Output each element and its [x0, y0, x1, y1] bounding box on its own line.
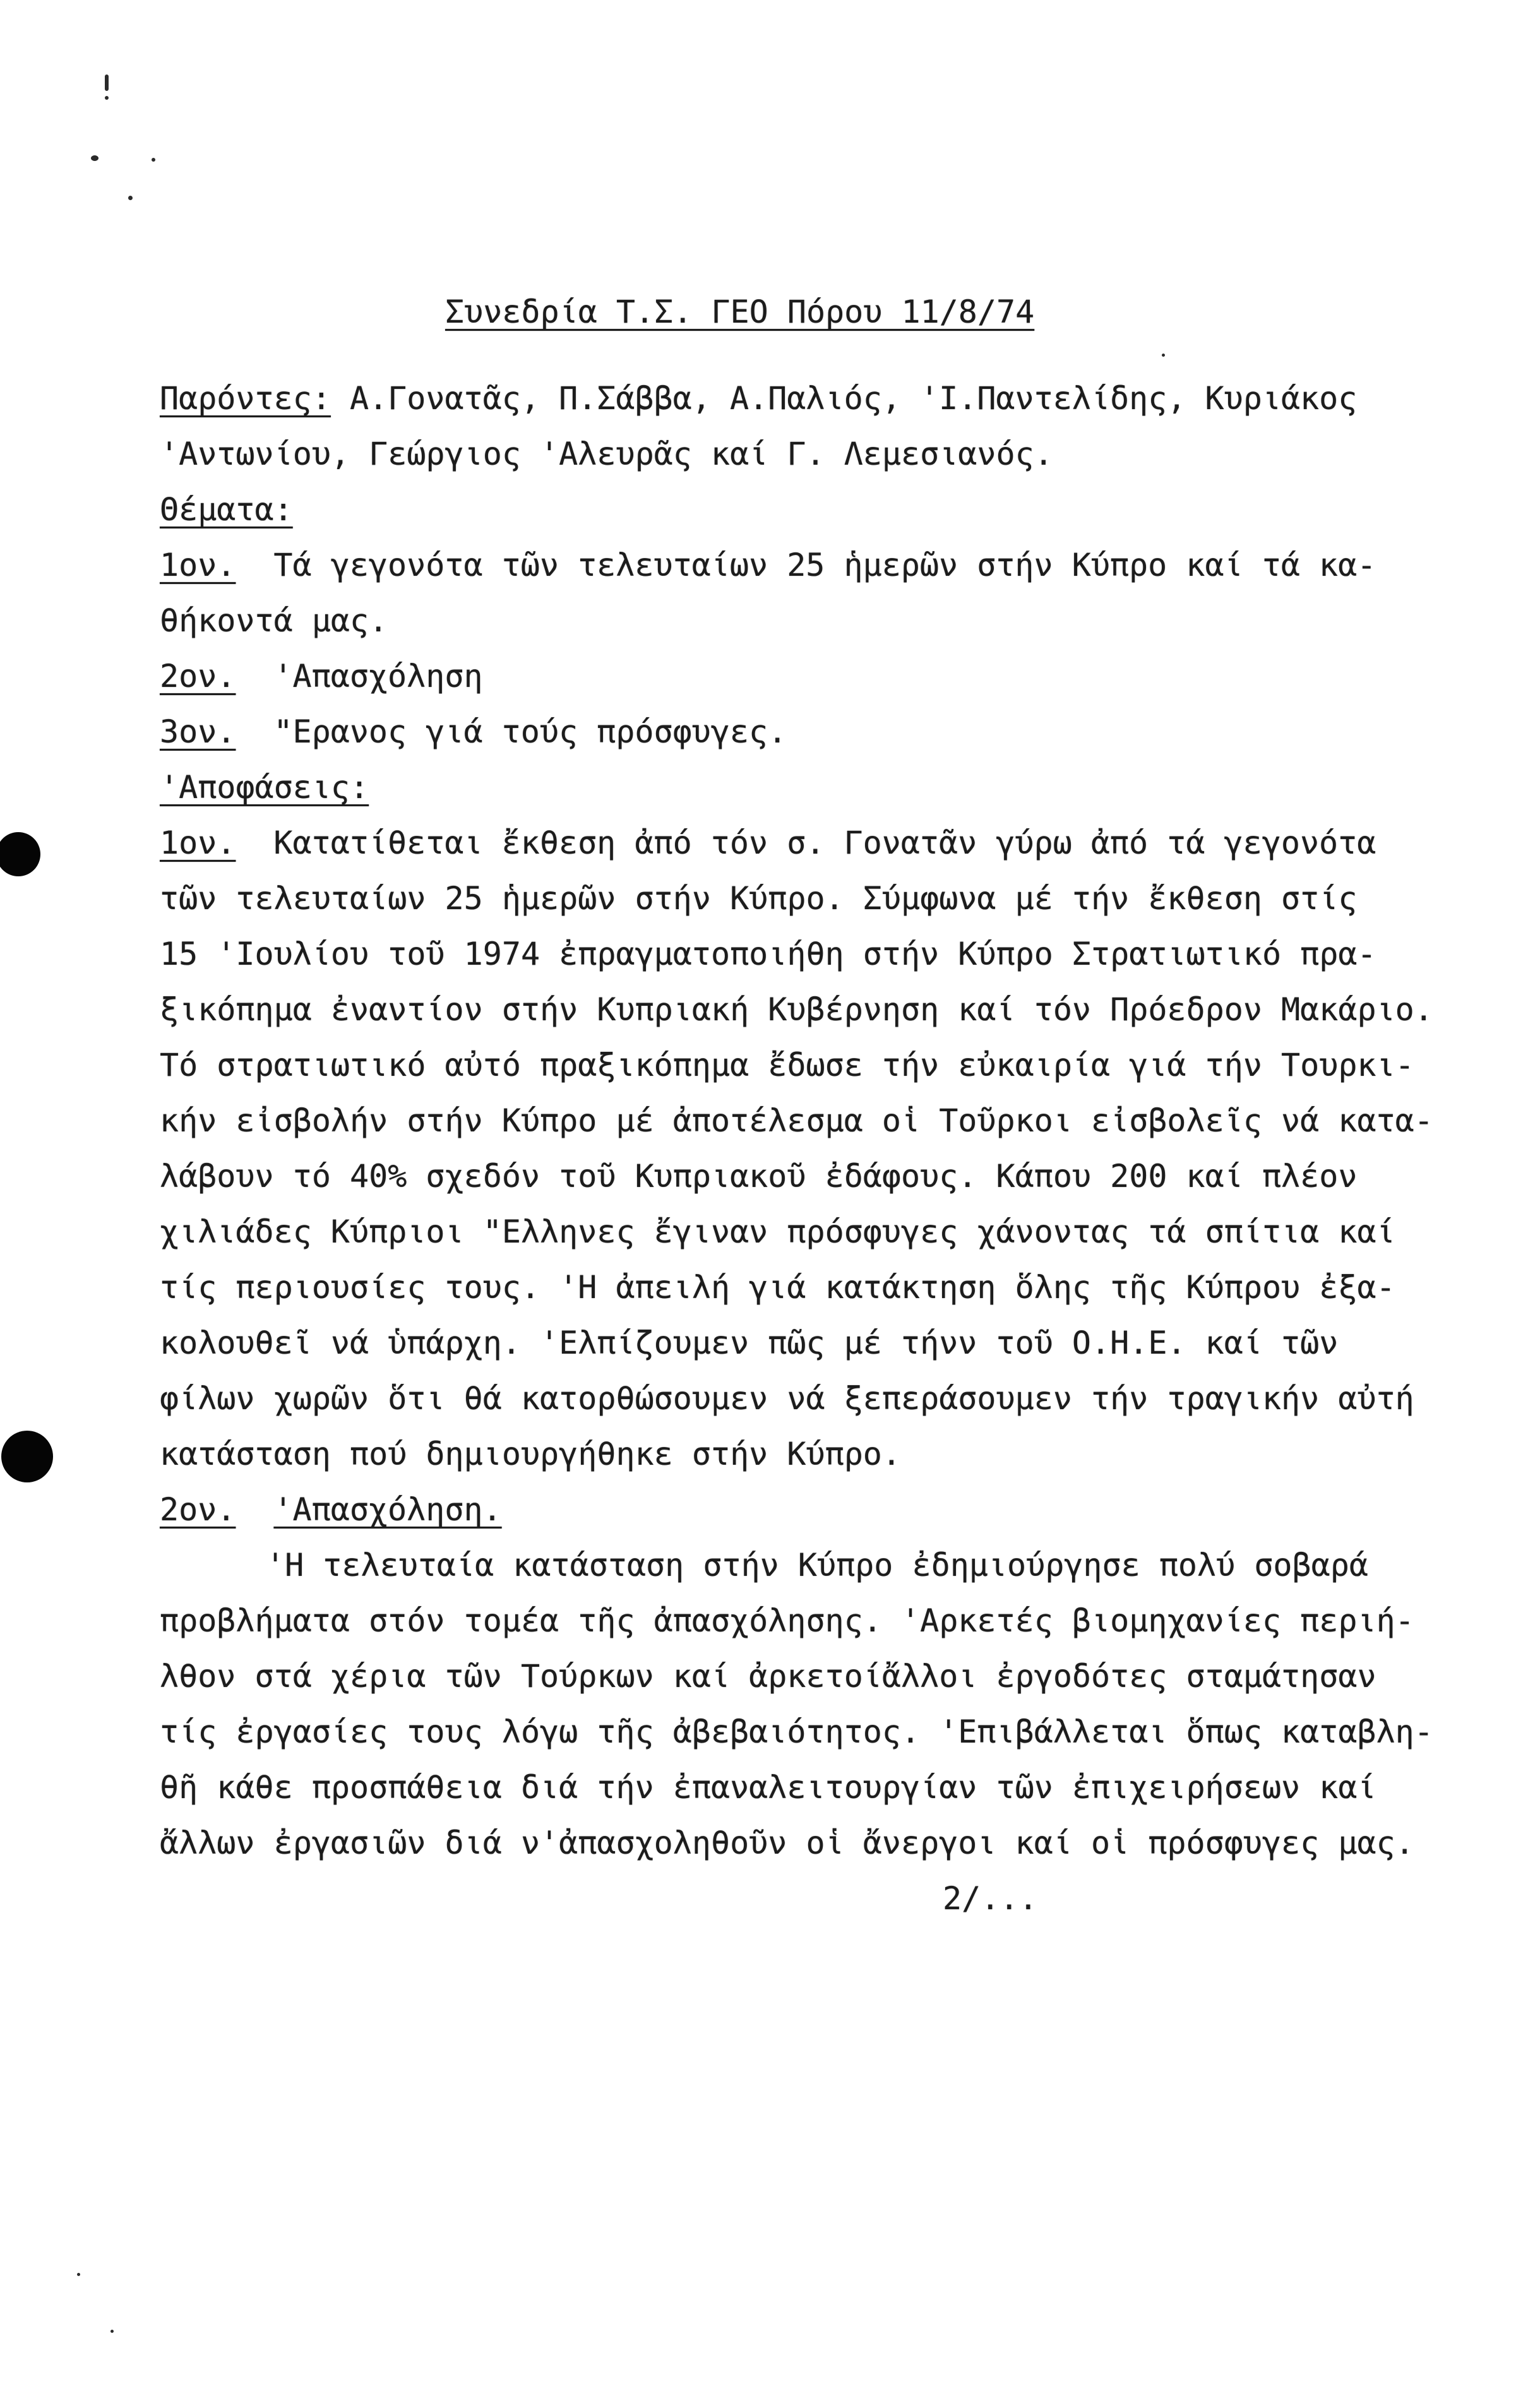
decision-text: Κατατίθεται ἔκθεση ἀπό τόν σ. Γονατᾶν γύρω ἀπό τά γεγονότα — [273, 825, 1376, 861]
decision-line — [160, 982, 1511, 1037]
decision-text: κολουθεῖ νά ὑπάρχη. 'Ελπίζουμεν πῶς μέ τήνν τοῦ Ο.Η.Ε. καί τῶν — [160, 1325, 1339, 1361]
decision-text: Τό στρατιωτικό αὐτό πραξικόπημα ἔδωσε τήν εὐκαιρία γιά τήν Τουρκι- — [160, 1047, 1414, 1083]
present-line — [160, 426, 1511, 482]
decision-line — [160, 1037, 1511, 1093]
topic-text: 'Απασχόληση — [273, 658, 483, 694]
page-continuation — [160, 1871, 1511, 1926]
scan-speck — [91, 155, 98, 161]
present-names: 'Αντωνίου, Γεώργιος 'Αλευρᾶς καί Γ. Λεμεσιανός. — [160, 436, 1053, 472]
decision-line — [160, 1093, 1511, 1148]
decision-line — [160, 1704, 1511, 1760]
decision-text: χιλιάδες Κύπριοι "Ελληνες ἔγιναν πρόσφυγες χάνοντας τά σπίτια καί — [160, 1213, 1395, 1250]
decision-text: κατάσταση πού δημιουργήθηκε στήν Κύπρο. — [160, 1436, 901, 1472]
topic-text: "Ερανος γιά τούς πρόσφυγες. — [273, 713, 787, 750]
document-body — [160, 371, 1511, 1926]
decision-text: 15 'Ιουλίου τοῦ 1974 ἐπραγματοποιήθη στήν Κύπρο Στρατιωτικό πρα- — [160, 936, 1376, 972]
punch-hole — [0, 832, 40, 876]
scan-speck — [105, 96, 109, 100]
present-line — [160, 371, 1511, 426]
page-continuation-text: 2/... — [943, 1880, 1038, 1917]
scan-speck — [152, 158, 155, 162]
topic-item — [160, 593, 1511, 648]
topics-heading — [160, 482, 1511, 537]
decision-line — [160, 1537, 1511, 1593]
decision-line — [160, 871, 1511, 926]
decision-heading — [160, 1482, 1511, 1537]
decision-text: ἄλλων ἐργασιῶν διά ν'ἀπασχοληθοῦν οἱ ἄνεργοι καί οἱ πρόσφυγες μας. — [160, 1825, 1414, 1861]
decision-text: φίλων χωρῶν ὅτι θά κατορθώσουμεν νά ξεπεράσουμεν τήν τραγικήν αὐτή — [160, 1380, 1414, 1417]
decisions-label: 'Αποφάσεις: — [160, 769, 369, 806]
decision-line — [160, 1593, 1511, 1648]
topic-number: 2ον. — [160, 658, 236, 694]
topic-item — [160, 704, 1511, 760]
topic-text: θήκοντά μας. — [160, 602, 388, 639]
decision-text: 'Η τελευταία κατάσταση στήν Κύπρο ἐδημιούργησε πολύ σοβαρά — [266, 1547, 1368, 1583]
decision-line — [160, 1760, 1511, 1815]
decision-line — [160, 1815, 1511, 1871]
topic-text: Τά γεγονότα τῶν τελευταίων 25 ἡμερῶν στήν Κύπρο καί τά κα- — [273, 547, 1376, 583]
topics-label: Θέματα: — [160, 491, 293, 528]
decision-text: λάβουν τό 40% σχεδόν τοῦ Κυπριακοῦ ἐδάφους. Κάπου 200 καί πλέον — [160, 1158, 1358, 1195]
decision-line — [160, 1148, 1511, 1204]
topic-item — [160, 537, 1511, 593]
decision-line — [160, 815, 1511, 871]
decision-line — [160, 1648, 1511, 1704]
scan-speck — [1162, 354, 1165, 357]
scan-speck — [105, 74, 109, 91]
decision-text: ξικόπημα ἐναντίον στήν Κυπριακή Κυβέρνηση καί τόν Πρόεδρον Μακάριο. — [160, 991, 1433, 1028]
decision-text: λθον στά χέρια τῶν Τούρκων καί ἀρκετοίἄλλοι ἐργοδότες σταμάτησαν — [160, 1658, 1376, 1695]
decision-line — [160, 926, 1511, 982]
decisions-heading — [160, 760, 1511, 815]
document-title: Συνεδρία Τ.Σ. ΓΕΟ Πόρου 11/8/74 — [445, 294, 1035, 330]
decision-line — [160, 1371, 1511, 1426]
topic-number: 3ον. — [160, 713, 236, 750]
decision-text: τίς ἐργασίες τους λόγω τῆς ἀβεβαιότητος. 'Επιβάλλεται ὅπως καταβλη- — [160, 1714, 1433, 1750]
present-names: Α.Γονατᾶς, Π.Σάββα, Α.Παλιός, 'Ι.Παντελίδης, Κυριάκος — [349, 380, 1358, 417]
decision-text: προβλήματα στόν τομέα τῆς ἀπασχόλησης. 'Αρκετές βιομηχανίες περιή- — [160, 1602, 1414, 1639]
present-label: Παρόντες: — [160, 380, 331, 417]
topic-number: 1ον. — [160, 547, 236, 583]
scan-speck — [77, 2273, 80, 2276]
decision-title: 'Απασχόληση. — [273, 1491, 502, 1528]
decision-line — [160, 1204, 1511, 1260]
punch-hole — [1, 1431, 53, 1482]
decision-number: 1ον. — [160, 825, 236, 861]
decision-text: θῆ κάθε προσπάθεια διά τήν ἐπαναλειτουργίαν τῶν ἐπιχειρήσεων καί — [160, 1769, 1376, 1806]
decision-line — [160, 1315, 1511, 1371]
scan-speck — [110, 2330, 114, 2333]
decision-line — [160, 1426, 1511, 1482]
scan-speck — [128, 196, 133, 200]
decision-number: 2ον. — [160, 1491, 236, 1528]
decision-text: κήν εἰσβολήν στήν Κύπρο μέ ἀποτέλεσμα οἱ Τοῦρκοι εἰσβολεῖς νά κατα- — [160, 1102, 1433, 1139]
topic-item — [160, 648, 1511, 704]
decision-text: τίς περιουσίες τους. 'Η ἀπειλή γιά κατάκτηση ὅλης τῆς Κύπρου ἐξα- — [160, 1269, 1395, 1306]
decision-line — [160, 1260, 1511, 1315]
decision-text: τῶν τελευταίων 25 ἡμερῶν στήν Κύπρο. Σύμφωνα μέ τήν ἔκθεση στίς — [160, 880, 1358, 917]
